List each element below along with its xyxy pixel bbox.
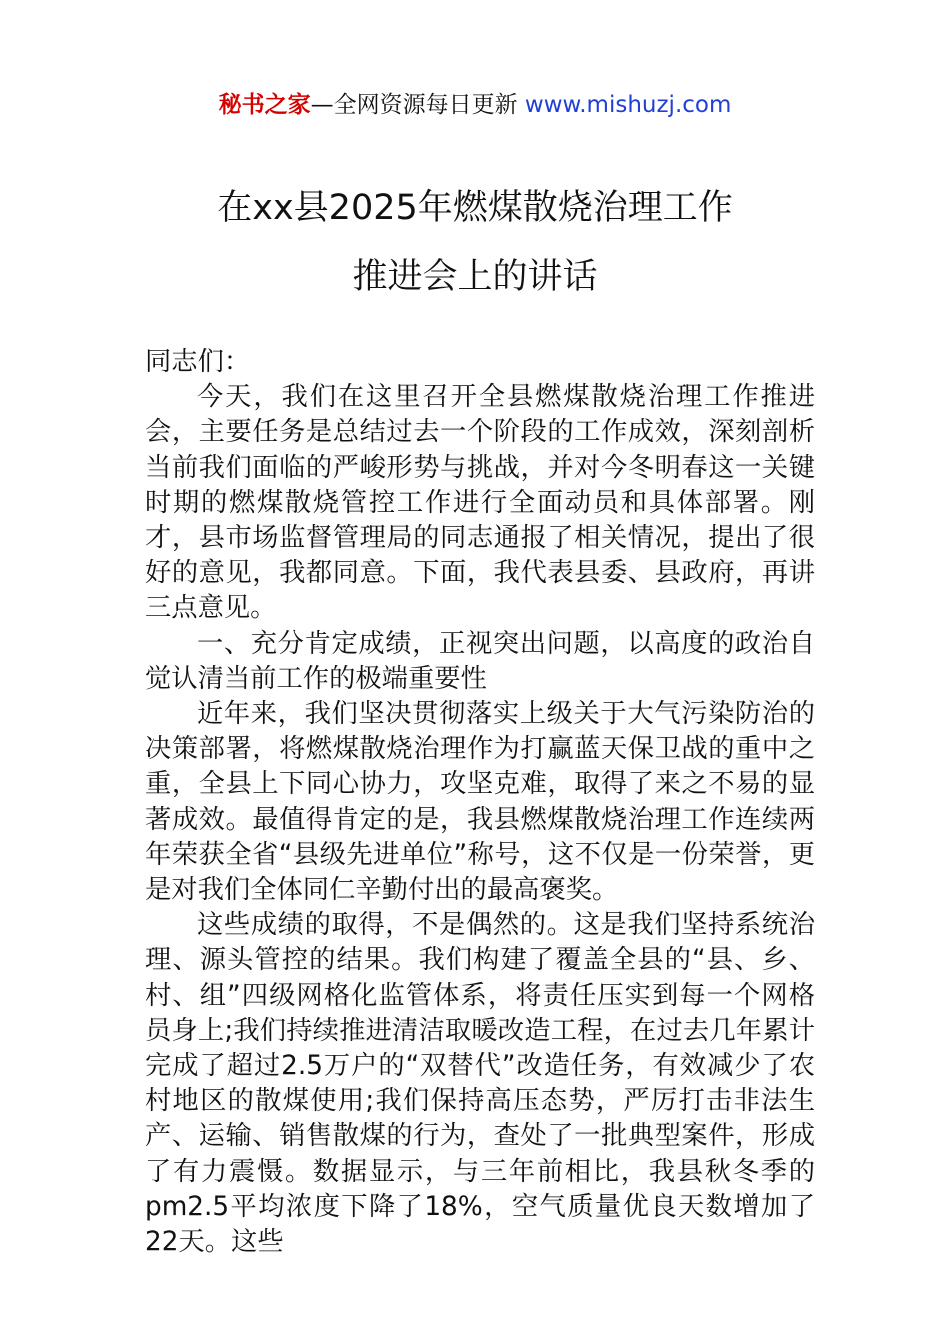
document-body (145, 345, 815, 1260)
site-header (0, 88, 950, 122)
site-tagline: —全网资源每日更新 (310, 92, 525, 118)
paragraph-reasons: 这些成绩的取得，不是偶然的。这是我们坚持系统治理、源头管控的结果。我们构建了覆盖全县的“县、乡、村、组”四级网格化监管体系，将责任压实到每一个网格员身上;我们持续推进清洁取暖改造工程，在过去几年累计完成了超过2.5万户的“双替代”改造任务，有效减少了农村地区的散煤使用;我们保持高压态势，严厉打击非法生产、运输、销售散煤的行为，查处了一批典型案件，形成了有力震慑。数据显示，与三年前相比，我县秋冬季的pm2.5平均浓度下降了18%，空气质量优良天数增加了22天。这些 (145, 910, 816, 1258)
site-brand: 秘书之家 (218, 92, 311, 118)
section-heading-1: 一、充分肯定成绩，正视突出问题，以高度的政治自觉认清当前工作的极端重要性 (145, 628, 815, 694)
paragraph-intro: 今天，我们在这里召开全县燃煤散烧治理工作推进会，主要任务是总结过去一个阶段的工作成效，深刻剖析当前我们面临的严峻形势与挑战，并对今冬明春这一关键时期的燃煤散烧管控工作进行全面动员和具体部署。刚才，县市场监督管理局的同志通报了相关情况，提出了很好的意见，我都同意。下面，我代表县委、县政府，再讲三点意见。 (145, 382, 815, 624)
document-title-line-1: 在xx县2025年燃煤散烧治理工作 (217, 188, 733, 228)
site-url-link[interactable]: www.mishuzj.com (524, 92, 732, 118)
paragraph-achievements: 近年来，我们坚决贯彻落实上级关于大气污染防治的决策部署，将燃煤散烧治理作为打赢蓝天保卫战的重中之重，全县上下同心协力，攻坚克难，取得了来之不易的显著成效。最值得肯定的是，我县燃煤散烧治理工作连续两年荣获全省“县级先进单位”称号，这不仅是一份荣誉，更是对我们全体同仁辛勤付出的最高褒奖。 (145, 699, 815, 906)
salutation: 同志们： (145, 347, 251, 377)
document-title-line-2: 推进会上的讲话 (352, 257, 598, 297)
